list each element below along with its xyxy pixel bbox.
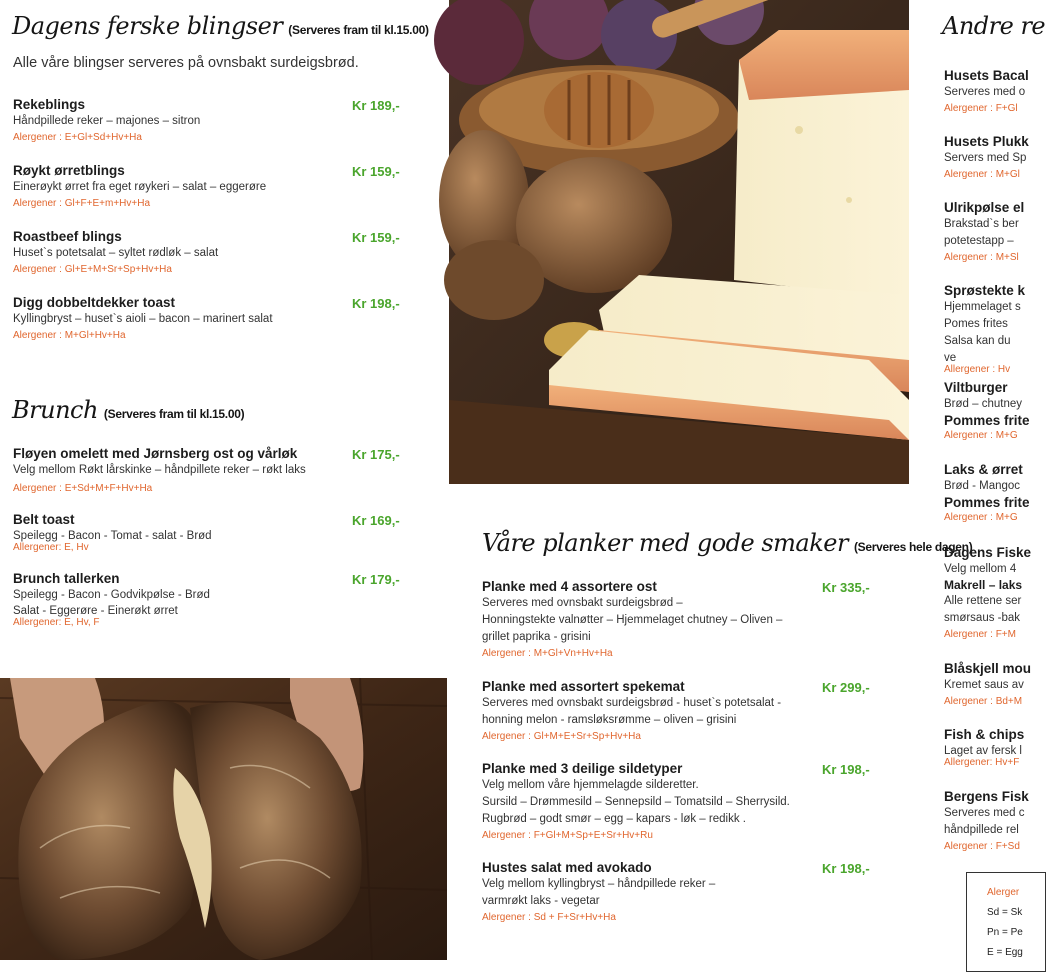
menu-item <box>482 679 781 742</box>
menu-item <box>944 661 1031 707</box>
menu-item <box>13 229 218 275</box>
bread-photo <box>0 678 447 960</box>
legend-line: E = Egg <box>987 947 1023 958</box>
menu-item <box>944 462 1030 523</box>
item-allergen: Allergener: Hv+F <box>944 757 1020 768</box>
item-price: Kr 299,- <box>822 680 870 695</box>
brunch-heading <box>12 396 244 424</box>
menu-item <box>13 571 210 628</box>
item-desc: smørsaus -bak <box>944 612 1021 624</box>
item-desc: Salat - Eggerøre - Einerøkt ørret <box>13 605 178 617</box>
item-name: Digg dobbeltdekker toast <box>13 295 176 310</box>
item-allergen: Alergener : M+Gl+Vn+Hv+Ha <box>482 648 613 659</box>
item-desc: Rugbrød – godt smør – egg – kapars - løk – redikk . <box>482 813 746 825</box>
item-desc: Pomes frites <box>944 318 1008 330</box>
item-name: Brunch tallerken <box>13 571 120 586</box>
menu-item <box>482 579 782 659</box>
item-allergen: Alergener : Bd+M <box>944 696 1023 707</box>
menu-item <box>13 512 212 553</box>
item-price: Kr 198,- <box>352 296 400 311</box>
menu-item <box>944 545 1031 640</box>
andre-title: Andre re <box>942 12 1046 40</box>
item-allergen: Alergener : M+G <box>944 512 1018 523</box>
item-name: Ulrikpølse el <box>944 200 1025 215</box>
item-allergen: Alergener : E+Gl+Sd+Hv+Ha <box>13 132 142 143</box>
item-desc: grillet paprika - grisini <box>482 631 591 643</box>
item-desc: Kyllingbryst – huset`s aioli – bacon – marinert salat <box>13 313 273 325</box>
item-desc: Serveres med ovnsbakt surdeigsbrød – <box>482 597 683 609</box>
menu-item <box>13 295 273 341</box>
item-desc: Serveres med o <box>944 86 1026 98</box>
blingser-subtitle: (Serveres fram til kl.15.00) <box>288 23 429 37</box>
item-desc: Honningstekte valnøtter – Hjemmelaget chutney – Oliven – <box>482 614 783 626</box>
item-desc: Alle rettene ser <box>944 595 1022 607</box>
item-name: Rekeblings <box>13 97 86 112</box>
item-desc: Håndpillede reker – majones – sitron <box>13 115 201 127</box>
menu-item <box>482 761 790 841</box>
menu-item <box>944 789 1029 852</box>
item-allergen: Alergener : M+Gl+Hv+Ha <box>13 330 126 341</box>
item-price: Kr 159,- <box>352 164 400 179</box>
item-name: Planke med assortert spekemat <box>482 679 685 694</box>
legend-heading: Alerger <box>987 887 1020 898</box>
item-allergen: Alergener : M+Sl <box>944 252 1019 263</box>
item-name: Hustes salat med avokado <box>482 860 652 875</box>
blingser-title: Dagens ferske blingser <box>12 12 283 40</box>
item-desc: Kremet saus av <box>944 679 1024 691</box>
item-name: Husets Plukk <box>944 134 1029 149</box>
item-allergen: Allergener: E, Hv <box>13 542 89 553</box>
item-desc: Huset`s potetsalat – syltet rødløk – salat <box>13 247 219 259</box>
item-name: Laks & ørret <box>944 462 1023 477</box>
item-desc: Velg mellom 4 <box>944 563 1017 575</box>
item-desc: Brød – chutney <box>944 398 1022 410</box>
item-allergen: Alergener : Gl+M+E+Sr+Sp+Hv+Ha <box>482 731 641 742</box>
menu-item <box>13 446 306 494</box>
andre-column <box>940 0 1046 960</box>
item-desc: honning melon - ramsløksrømme – oliven – grisini <box>482 714 737 726</box>
item-name: Sprøstekte k <box>944 283 1026 298</box>
item-desc: Einerøykt ørret fra eget røykeri – salat – eggerøre <box>13 181 267 193</box>
item-name: Planke med 4 assortere ost <box>482 579 657 594</box>
item-allergen: Alergener : M+G <box>944 430 1018 441</box>
item-desc: Velg mellom kyllingbryst – håndpillede reker – <box>482 878 716 890</box>
item-desc: Brakstad`s ber <box>944 218 1019 230</box>
item-desc: Serveres med c <box>944 807 1025 819</box>
item-price: Kr 198,- <box>822 861 870 876</box>
item-desc: Servers med Sp <box>944 152 1027 164</box>
item-name: Fløyen omelett med Jørnsberg ost og vårløk <box>13 446 298 461</box>
menu-item <box>944 380 1030 441</box>
item-desc: Brød - Mangoc <box>944 480 1021 492</box>
item-allergen: Alergener : F+Gl+M+Sp+E+Sr+Hv+Ru <box>482 830 653 841</box>
item-allergen: Alergener : F+Sd <box>944 841 1020 852</box>
item-price: Kr 175,- <box>352 447 400 462</box>
item-allergen: Alergener : Gl+E+M+Sr+Sp+Hv+Ha <box>13 264 172 275</box>
item-price: Kr 159,- <box>352 230 400 245</box>
legend-line: Pn = Pe <box>987 927 1023 938</box>
item-price: Kr 335,- <box>822 580 870 595</box>
item-name: Bergens Fisk <box>944 789 1029 804</box>
item-desc: Salsa kan du ve <box>944 335 1011 364</box>
item-name: Belt toast <box>13 512 75 527</box>
item-allergen: Alergener : F+Gl <box>944 103 1018 114</box>
blingser-intro: Alle våre blingser serveres på ovnsbakt surdeigsbrød. <box>13 55 359 71</box>
item-desc: Hjemmelaget s <box>944 301 1021 313</box>
item-name: Dagens Fiske <box>944 545 1032 560</box>
item-allergen: Allergener : Hv <box>944 364 1011 375</box>
item-price: Kr 198,- <box>822 762 870 777</box>
blingser-heading <box>12 12 429 40</box>
item-allergen: Alergener : E+Sd+M+F+Hv+Ha <box>13 483 153 494</box>
allergen-legend <box>966 872 1046 972</box>
item-desc: Sursild – Drømmesild – Sennepsild – Tomatsild – Sherrysild. <box>482 796 790 808</box>
item-desc: Speilegg - Bacon - Tomat - salat - Brød <box>13 530 212 542</box>
item-desc: Velg mellom våre hjemmelagde silderetter. <box>482 779 699 791</box>
item-desc: Serveres med ovnsbakt surdeigsbrød - huset`s potetsalat - <box>482 697 782 709</box>
item-desc: Laget av fersk l <box>944 745 1022 757</box>
item-name: Husets Bacal <box>944 68 1029 83</box>
item-desc: håndpillede rel <box>944 824 1019 836</box>
planker-title: Våre planker med gode smaker <box>482 529 848 557</box>
item-name: Fish & chips <box>944 727 1025 742</box>
menu-item <box>944 283 1025 375</box>
legend-line: Sd = Sk <box>987 907 1023 918</box>
cheese-photo <box>449 0 909 484</box>
item-highlight: Pommes frite <box>944 413 1030 428</box>
item-desc: Speilegg - Bacon - Godvikpølse - Brød <box>13 589 210 601</box>
item-price: Kr 179,- <box>352 572 400 587</box>
item-name: Blåskjell mou <box>944 661 1032 676</box>
item-allergen: Alergener : Sd + F+Sr+Hv+Ha <box>482 912 616 923</box>
item-highlight: Pommes frite <box>944 495 1030 510</box>
brunch-title: Brunch <box>12 396 98 424</box>
item-name: Planke med 3 deilige sildetyper <box>482 761 683 776</box>
item-name: Viltburger <box>944 380 1008 395</box>
menu-item <box>944 68 1029 114</box>
menu-item <box>13 163 266 209</box>
item-desc: Velg mellom Røkt lårskinke – håndpillete reker – røkt laks <box>13 464 306 476</box>
item-name: Røykt ørretblings <box>13 163 125 178</box>
item-allergen: Alergener : Gl+F+E+m+Hv+Ha <box>13 198 151 209</box>
item-desc: varmrøkt laks - vegetar <box>482 895 600 907</box>
menu-item <box>944 727 1024 768</box>
planker-subtitle: (Serveres hele dagen) <box>853 540 973 554</box>
brunch-subtitle: (Serveres fram til kl.15.00) <box>103 407 245 421</box>
item-highlight: Makrell – laks <box>944 578 1023 592</box>
item-price: Kr 189,- <box>352 98 400 113</box>
item-allergen: Alergener : F+M <box>944 629 1016 640</box>
menu-item <box>13 97 200 143</box>
menu-item <box>482 860 715 923</box>
item-allergen: Allergener: E, Hv, F <box>13 617 100 628</box>
planker-heading <box>482 529 972 557</box>
item-price: Kr 169,- <box>352 513 400 528</box>
item-allergen: Alergener : M+Gl <box>944 169 1020 180</box>
item-name: Roastbeef blings <box>13 229 122 244</box>
item-desc: potetestapp – <box>944 235 1014 247</box>
menu-item <box>944 200 1024 263</box>
menu-item <box>944 134 1029 180</box>
